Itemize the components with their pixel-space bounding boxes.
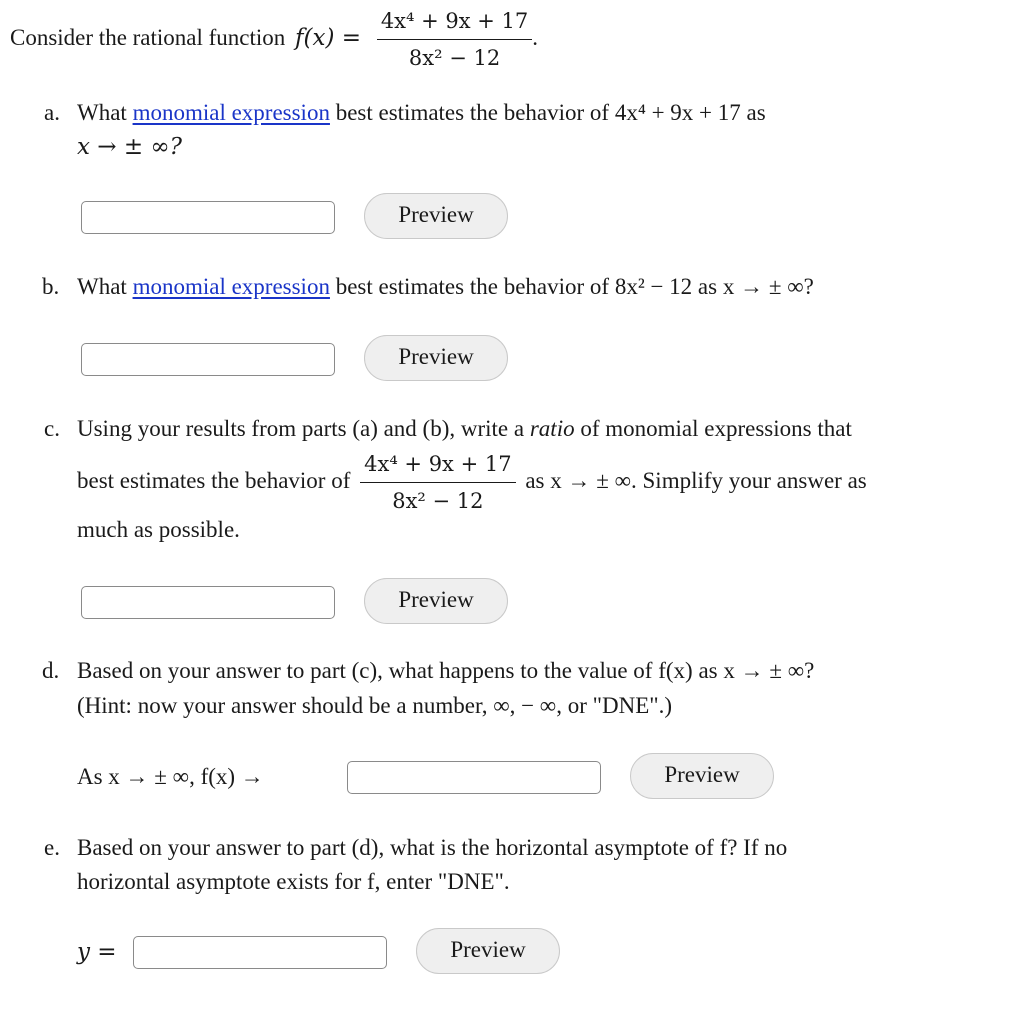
part-b-question <box>77 272 814 302</box>
part-d-label: d. <box>42 658 60 683</box>
part-a-preview-button[interactable]: Preview <box>364 193 508 239</box>
part-a-label: a. <box>44 100 60 125</box>
part-c-preview-button[interactable]: Preview <box>364 578 508 624</box>
part-b-preview-button[interactable]: Preview <box>364 335 508 381</box>
part-c-numerator: 4x⁴ + 9x + 17 <box>360 450 515 483</box>
part-b-text-after: best estimates the behavior of 8x² − 12 as x → ± ∞? <box>335 274 814 299</box>
intro-numerator: 4x⁴ + 9x + 17 <box>377 7 532 40</box>
part-a-text-before: What <box>77 100 127 125</box>
part-b-text-before: What <box>77 274 127 299</box>
part-e-answer-input[interactable] <box>133 936 387 969</box>
part-e-line1: Based on your answer to part (d), what is the horizontal asymptote of f? If no <box>77 835 788 860</box>
part-c-line2 <box>77 446 867 516</box>
part-c-fraction <box>360 450 515 515</box>
intro-denominator: 8x² − 12 <box>408 46 501 71</box>
part-c-line1-after: of monomial expressions that <box>580 416 852 441</box>
part-e-label: e. <box>44 835 60 860</box>
part-a-text-after: best estimates the behavior of 4x⁴ + 9x + 17 as <box>335 100 766 125</box>
part-d-preview-button[interactable]: Preview <box>630 753 774 799</box>
part-c-line3: much as possible. <box>77 517 240 542</box>
intro-lead-text: Consider the rational function <box>10 25 286 50</box>
part-c-line1 <box>77 414 852 444</box>
part-e-line2: horizontal asymptote exists for f, enter "DNE". <box>77 869 510 894</box>
part-c-line1-before: Using your results from parts (a) and (b), write a <box>77 416 525 441</box>
intro-trailing: . <box>532 25 539 50</box>
part-b-monomial-link[interactable]: monomial expression <box>132 274 330 299</box>
intro-fraction <box>377 7 532 72</box>
part-a-question-line2: x → ± ∞? <box>77 134 182 160</box>
part-a-answer-input[interactable] <box>81 201 335 234</box>
part-a-monomial-link[interactable]: monomial expression <box>132 100 330 125</box>
part-e-preview-button[interactable]: Preview <box>416 928 560 974</box>
part-b-answer-input[interactable] <box>81 343 335 376</box>
part-b-label: b. <box>42 274 60 299</box>
part-e-input-prefix: y = <box>77 939 117 965</box>
part-a-question <box>77 98 766 128</box>
part-c-label: c. <box>44 416 60 441</box>
intro-statement <box>10 2 538 74</box>
part-c-ratio-word: ratio <box>529 416 575 441</box>
function-name: f(x) = <box>295 25 362 51</box>
part-c-line2-before: best estimates the behavior of <box>77 468 351 493</box>
part-d-answer-input[interactable] <box>347 761 601 794</box>
part-c-line2-after: as x → ± ∞. Simplify your answer as <box>525 468 867 493</box>
part-c-answer-input[interactable] <box>81 586 335 619</box>
part-d-line2: (Hint: now your answer should be a number, ∞, − ∞, or "DNE".) <box>77 693 673 718</box>
part-c-denominator: 8x² − 12 <box>392 489 484 514</box>
part-d-input-prefix: As x → ± ∞, f(x) → <box>77 764 264 789</box>
part-d-line1: Based on your answer to part (c), what happens to the value of f(x) as x → ± ∞? <box>77 658 815 683</box>
